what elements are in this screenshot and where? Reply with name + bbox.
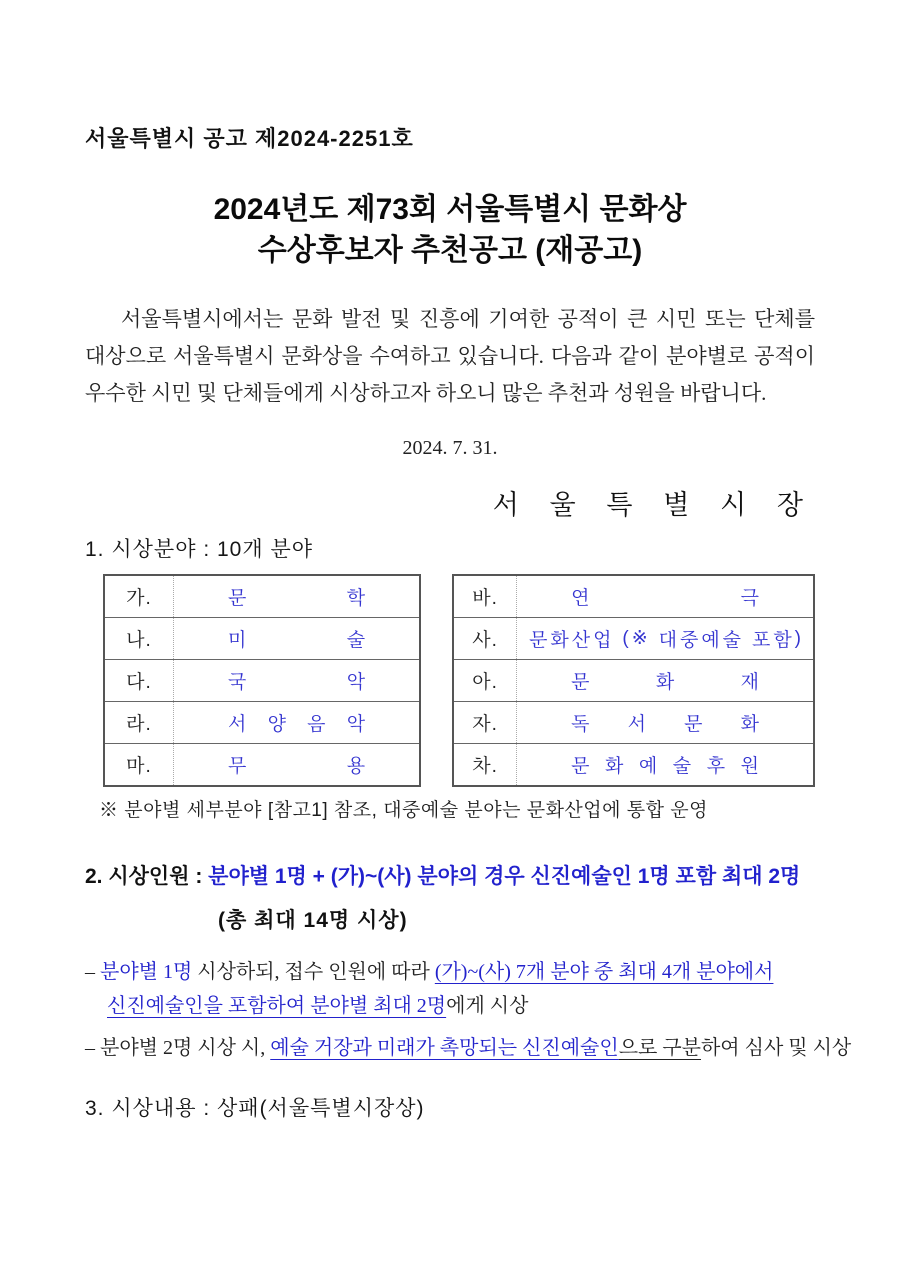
bullet-text-segment: – xyxy=(85,1037,100,1059)
field-value: 국 악 xyxy=(174,660,421,702)
award-fields-table-right xyxy=(452,574,815,787)
field-label: 라. xyxy=(104,702,174,744)
table-row xyxy=(104,702,420,744)
section-2-heading xyxy=(85,862,815,892)
section-2-label: 2. 시상인원 : xyxy=(85,865,209,888)
table-row xyxy=(104,744,420,787)
table-row xyxy=(104,575,420,618)
field-label: 사. xyxy=(453,618,517,660)
bullet-text-segment: 으로 구분 xyxy=(618,1037,701,1059)
doc-title-line1: 2024년도 제73회 서울특별시 문화상 xyxy=(213,193,687,226)
detail-bullet-1 xyxy=(85,955,879,1023)
bullet-text-segment: 신진예술인을 포함하여 분야별 최대 2명 xyxy=(107,995,447,1017)
table-row xyxy=(453,660,814,702)
field-value: 미 술 xyxy=(174,618,421,660)
bullet-text-segment: 에게 시상 xyxy=(446,995,529,1017)
detail-bullet-2 xyxy=(85,1031,879,1065)
award-count-note: (총 최대 14명 시상) xyxy=(218,909,408,932)
section-1-heading: 1. 시상분야 : 10개 분야 xyxy=(85,538,314,561)
field-label: 나. xyxy=(104,618,174,660)
table-row xyxy=(104,660,420,702)
doc-number: 서울특별시 공고 제2024-2251호 xyxy=(85,126,414,151)
field-label: 가. xyxy=(104,575,174,618)
bullet-text-segment: – xyxy=(85,961,100,983)
intro-paragraph: 서울특별시에서는 문화 발전 및 진흥에 기여한 공적이 큰 시민 또는 단체를 대상으로 서울특별시 문화상을 수여하고 있습니다. 다음과 같이 분야별로 공적이 우수한 시민 및 단체들에게 시상하고자 하오니 많은 추천과 성원을 바랍니다. xyxy=(85,307,815,405)
field-value: 서 양 음 악 xyxy=(174,702,421,744)
bullet-text-segment: 하여 심사 및 시상 xyxy=(700,1037,852,1059)
table-row xyxy=(453,618,814,660)
table-row xyxy=(453,702,814,744)
field-value: 문 화 재 xyxy=(517,660,814,702)
doc-title-line2: 수상후보자 추천공고 (재공고) xyxy=(257,234,643,267)
field-value: 문 화 예 술 후 원 xyxy=(517,744,814,787)
field-value: 독 서 문 화 xyxy=(517,702,814,744)
award-fields-tables xyxy=(103,574,815,787)
table-row xyxy=(453,744,814,787)
field-label: 아. xyxy=(453,660,517,702)
table-row xyxy=(453,575,814,618)
field-label: 자. xyxy=(453,702,517,744)
fields-footnote: ※ 분야별 세부분야 [참고1] 참조, 대중예술 분야는 문화산업에 통합 운영 xyxy=(99,800,708,821)
field-label: 다. xyxy=(104,660,174,702)
bullet-text-segment: 분야별 2명 시상 시, xyxy=(100,1037,271,1059)
field-value: 연 극 xyxy=(517,575,814,618)
field-value: 문 학 xyxy=(174,575,421,618)
field-label: 마. xyxy=(104,744,174,787)
field-label: 차. xyxy=(453,744,517,787)
doc-title xyxy=(85,189,815,271)
bullet-text-segment: 시상하되, 접수 인원에 따라 xyxy=(197,961,435,983)
field-value: 무 용 xyxy=(174,744,421,787)
doc-date: 2024. 7. 31. xyxy=(402,437,498,459)
award-fields-table-left xyxy=(103,574,421,787)
field-label: 바. xyxy=(453,575,517,618)
section-2-highlight: 분야별 1명 + (가)~(사) 분야의 경우 신진예술인 1명 포함 최대 2명 xyxy=(208,865,801,888)
table-row xyxy=(104,618,420,660)
signature-mayor: 서 울 특 별 시 장 xyxy=(492,490,815,520)
field-value: 문 화 산 업 ( ※ 대 중 예 술 포 함 ) xyxy=(517,618,814,660)
bullet-text-segment: (가)~(사) 7개 분야 중 최대 4개 분야에서 xyxy=(434,961,774,983)
bullet-text-segment: 분야별 1명 xyxy=(100,961,198,983)
section-3-heading: 3. 시상내용 : 상패(서울특별시장상) xyxy=(85,1097,425,1120)
bullet-text-segment: 예술 거장과 미래가 촉망되는 신진예술인 xyxy=(270,1037,619,1059)
